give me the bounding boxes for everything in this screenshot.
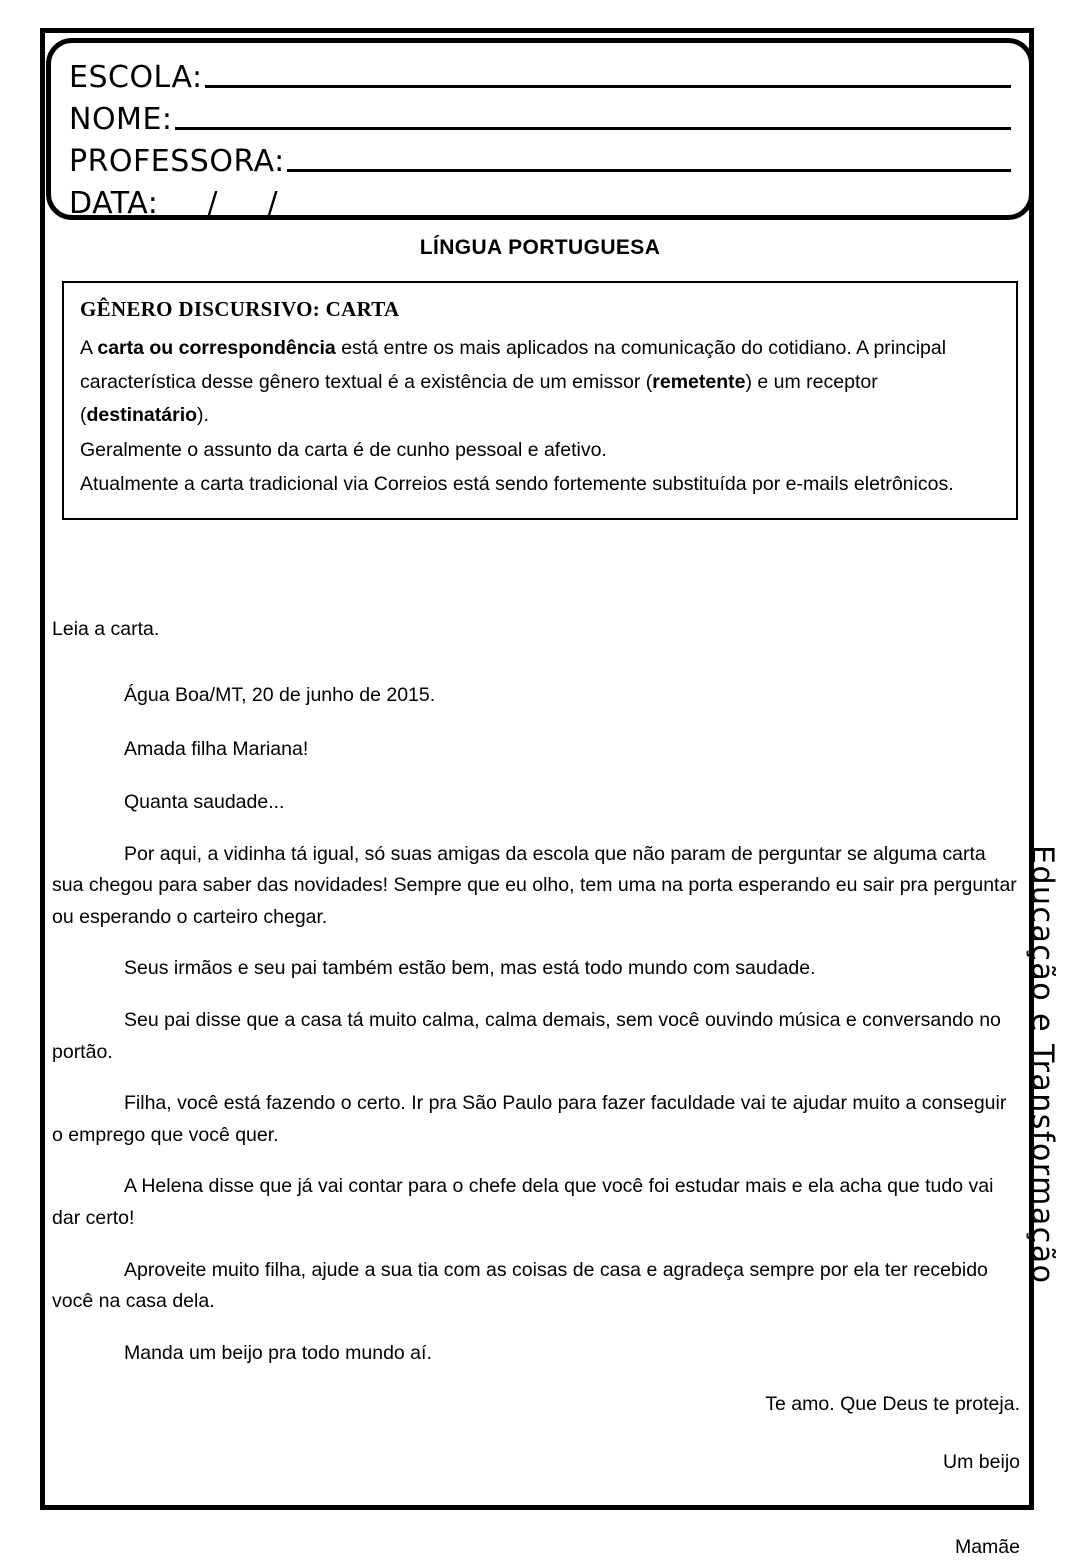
letter-line-5: Filha, você está fazendo o certo. Ir pra São Paulo para fazer faculdade vai te ajudar muito a conseguir o emprego que você quer. xyxy=(52,1092,1007,1146)
letter-line-4: Seu pai disse que a casa tá muito calma, calma demais, sem você ouvindo música e conversando no portão. xyxy=(52,1009,1001,1063)
field-professora-writing-line[interactable] xyxy=(287,169,1011,172)
letter-line-8: Manda um beijo pra todo mundo aí. xyxy=(124,1341,432,1364)
letter-line-1: Quanta saudade... xyxy=(124,791,285,814)
letter-line-7: Aproveite muito filha, ajude a sua tia com as coisas de casa e agradeça sempre por ela ter recebido você na casa dela. xyxy=(52,1258,988,1313)
field-escola-writing-line[interactable] xyxy=(205,85,1011,88)
letter-closing-1: Te amo. Que Deus te proteja. xyxy=(765,1393,1020,1416)
date-month-slot[interactable] xyxy=(218,188,266,219)
theory-paragraph-3: Atualmente a carta tradicional via Correios está sendo fortemente substituída por e-mails eletrônicos. xyxy=(80,473,954,496)
letter-line-2: Por aqui, a vidinha tá igual, só suas amigas da escola que não param de perguntar se alguma carta sua chegou para saber das novidades! Sempre que eu olho, tem uma na porta esperando eu sair pra perguntar ou esperando o carteiro chegar. xyxy=(52,842,1017,928)
letter-body xyxy=(52,680,1020,1564)
date-day-slot[interactable] xyxy=(158,188,206,219)
theory-paragraph-2: Geralmente o assunto da carta é de cunho pessoal e afetivo. xyxy=(80,438,607,461)
field-professora-label: PROFESSORA: xyxy=(69,144,285,179)
field-nome-writing-line[interactable] xyxy=(175,127,1011,130)
date-year-slot[interactable] xyxy=(279,188,327,219)
instruction-text: Leia a carta. xyxy=(52,618,160,640)
letter-line-3: Seus irmãos e seu pai também estão bem, mas está todo mundo com saudade. xyxy=(124,957,816,980)
field-nome-label: NOME: xyxy=(69,102,173,137)
field-data xyxy=(69,179,1011,219)
date-separator-2: / xyxy=(267,186,278,221)
date-slots xyxy=(158,188,326,219)
letter-line-6: A Helena disse que já vai contar para o chefe dela que você foi estudar mais e ela acha que tudo vai dar certo! xyxy=(52,1175,994,1229)
letter-signature: Mamãe xyxy=(954,1536,1020,1559)
side-brand-label: Educação e Transformação xyxy=(1024,845,1060,1285)
field-escola-label: ESCOLA: xyxy=(69,60,203,95)
field-escola xyxy=(69,53,1011,93)
field-nome xyxy=(69,95,1011,135)
field-data-label: DATA: xyxy=(69,186,159,221)
student-identification-box xyxy=(46,38,1034,220)
theory-title: GÊNERO DISCURSIVO: CARTA xyxy=(80,297,400,321)
letter-place-date: Água Boa/MT, 20 de junho de 2015. xyxy=(124,684,436,706)
subject-title: LÍNGUA PORTUGUESA xyxy=(419,236,661,259)
date-separator-1: / xyxy=(207,186,218,221)
field-professora xyxy=(69,137,1011,177)
theory-paragraph-1: A carta ou correspondência está entre os mais aplicados na comunicação do cotidiano. A principal característica desse gênero textual é a existência de um emissor (remetente) e um receptor (destinatário). xyxy=(80,337,947,427)
theory-box xyxy=(62,281,1018,520)
letter-closing-2: Um beijo xyxy=(943,1450,1020,1473)
letter-greeting: Amada filha Mariana! xyxy=(124,737,309,760)
